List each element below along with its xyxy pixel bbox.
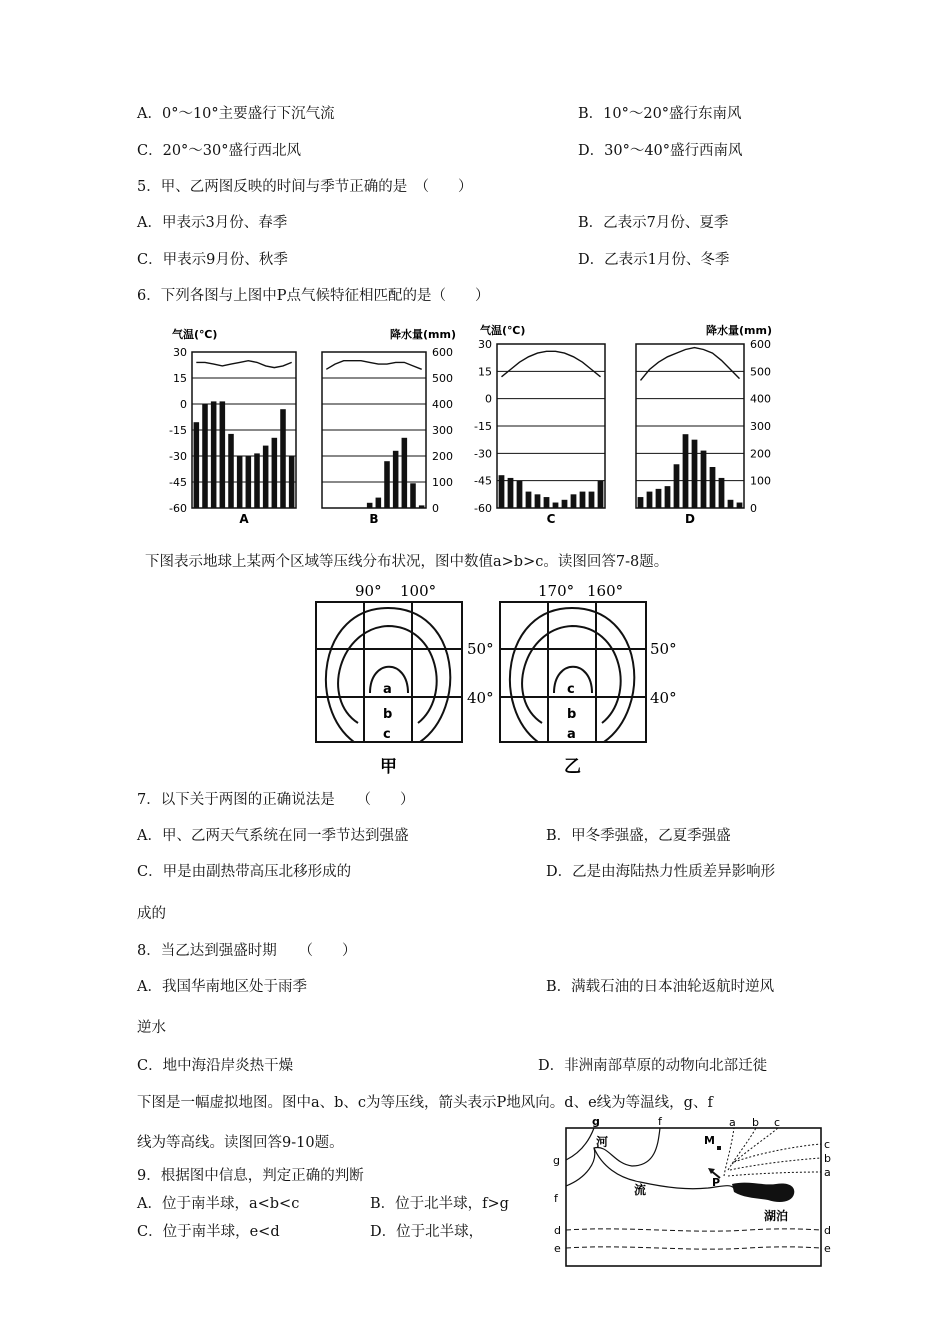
chart-d-bar [656, 489, 662, 508]
yi-lat-bottom: 40° [650, 689, 677, 707]
jia-label-2: b [383, 707, 393, 722]
chart-a-temp-tick: -30 [169, 450, 187, 463]
label-g-top: g [592, 1115, 600, 1128]
chart-c-bar [517, 481, 523, 508]
label-a-right: a [824, 1166, 831, 1179]
chart-b-precip-tick: 500 [432, 372, 453, 385]
q8-option-d: D．非洲南部草原的动物向北部迁徙 [538, 1058, 768, 1074]
chart-c-bar [562, 500, 568, 508]
chart-c-bar [535, 494, 541, 508]
chart-a-title: A [239, 512, 249, 526]
chart-d-bar [674, 464, 680, 508]
chart-d-bar [692, 440, 698, 508]
chart-b-precip-tick: 200 [432, 450, 453, 463]
chart-a-temp-tick: 30 [173, 346, 187, 359]
q9-option-b: B．位于北半球，f>g [370, 1196, 509, 1212]
q4-option-b: B．10°～20°盛行东南风 [578, 106, 742, 122]
q7-option-c: C．甲是由副热带高压北移形成的 [137, 864, 352, 880]
chart-b-precip-tick: 400 [432, 398, 453, 411]
point-m-label: M [704, 1134, 715, 1147]
jia-caption: 甲 [380, 757, 397, 777]
q9-option-d: D．位于北半球， [370, 1224, 484, 1240]
jia-label-3: c [383, 727, 391, 742]
yi-label-1: c [567, 682, 575, 697]
chart-a-bar [272, 438, 278, 508]
jia-lat-bottom: 40° [467, 689, 494, 707]
q8-option-b: B．满载石油的日本油轮返航时逆风 [546, 979, 775, 995]
chart-a-temp-tick: 0 [180, 398, 187, 411]
chart-b-title: B [369, 512, 379, 526]
yi-caption: 乙 [564, 757, 581, 777]
contour-g [566, 1128, 594, 1160]
chart-a-temp-tick: -45 [169, 476, 187, 489]
chart-a-bar [202, 404, 208, 508]
label-e-right: e [824, 1242, 831, 1255]
q7-option-d: D．乙是由海陆热力性质差异影响形 [546, 864, 776, 880]
q5-option-a: A．甲表示3月份、春季 [137, 215, 288, 231]
chart-c-title: C [546, 512, 556, 526]
label-b-right: b [824, 1152, 831, 1165]
chart-c-temp-line [502, 351, 601, 377]
intro-9-10-line1: 下图是一幅虚拟地图。图中a、b、c为等压线，箭头表示P地风向。d、e线为等温线，g、f [137, 1095, 713, 1111]
yi-lon-right: 160° [587, 582, 624, 600]
label-f-left: f [554, 1192, 558, 1205]
chart-b-precip-tick: 300 [432, 424, 453, 437]
isobar-map-yi [500, 582, 677, 777]
chart-a-bar [220, 401, 226, 508]
q7-option-d-cont: 成的 [137, 906, 166, 922]
chart-d-bar [701, 451, 707, 508]
point-m [717, 1146, 721, 1150]
q4-option-c: C．20°～30°盛行西北风 [137, 143, 301, 159]
isobar-b-lower [730, 1158, 821, 1170]
intro-7-8: 下图表示地球上某两个区域等压线分布状况，图中数值a>b>c。读图回答7-8题。 [145, 554, 669, 570]
label-c-top: c [774, 1116, 781, 1129]
precip-axis-label-2: 降水量(mm) [706, 324, 772, 337]
chart-b-bar [384, 461, 390, 508]
lake [732, 1183, 794, 1202]
q9-option-a: A．位于南半球，a<b<c [137, 1196, 300, 1212]
q8-option-c: C．地中海沿岸炎热干燥 [137, 1058, 294, 1074]
chart-a-bar [211, 401, 217, 508]
isobar-a-lower [728, 1172, 821, 1176]
chart-group-left [172, 327, 456, 341]
intro-9-10-line2: 线为等高线。读图回答9-10题。 [137, 1135, 344, 1151]
chart-a-temp-tick: -15 [169, 424, 187, 437]
chart-b-bar [376, 498, 382, 508]
chart-c-bar [526, 492, 532, 508]
chart-a-bar [246, 456, 252, 508]
jia-label-1: a [383, 682, 392, 697]
label-d-left: d [554, 1224, 561, 1237]
chart-b-bar [419, 505, 425, 508]
chart-c-temp-tick: -45 [474, 474, 492, 488]
chart-d-bar [683, 434, 689, 508]
river-label-2: 流 [634, 1183, 647, 1197]
chart-a-temp-tick: -60 [169, 502, 187, 515]
chart-b-bar [402, 438, 408, 508]
chart-d-bar [638, 497, 644, 508]
chart-d-bar [710, 467, 716, 508]
chart-b-precip-tick: 0 [432, 502, 439, 515]
chart-d-bar [719, 478, 725, 508]
label-g-left: g [553, 1154, 560, 1167]
chart-d-bar [737, 503, 743, 508]
label-a-top: a [729, 1116, 736, 1129]
river-label-1: 河 [596, 1135, 609, 1149]
yi-label-3: a [567, 727, 576, 742]
chart-c-bar [553, 503, 559, 508]
q4-option-d: D．30°～40°盛行西南风 [578, 143, 743, 159]
chart-a-bar [237, 456, 243, 508]
jia-lat-top: 50° [467, 640, 494, 658]
chart-c-bar [544, 497, 550, 508]
lake-label: 湖泊 [764, 1209, 789, 1223]
chart-c-temp-tick: -60 [474, 502, 492, 515]
isotherm-d [566, 1229, 821, 1231]
q5-option-c: C．甲表示9月份、秋季 [137, 252, 288, 268]
chart-c-bar [499, 475, 505, 508]
contour-f [566, 1128, 660, 1186]
point-p-label: P [712, 1176, 721, 1189]
jia-lon-right: 100° [400, 582, 437, 600]
precip-axis-label: 降水量(mm) [390, 328, 456, 341]
q7-option-a: A．甲、乙两天气系统在同一季节达到强盛 [137, 828, 409, 844]
chart-b-bar [410, 483, 416, 508]
chart-c-bar [508, 478, 514, 508]
chart-d-temp-line [641, 348, 740, 381]
chart-b-precip-tick: 100 [432, 476, 453, 489]
isobar-map-jia [316, 582, 494, 777]
chart-d-bar [665, 486, 671, 508]
chart-a-bar [254, 453, 260, 508]
q9-option-c: C．位于南半球，e<d [137, 1224, 280, 1240]
temp-axis-label-2: 气温(℃) [480, 324, 526, 337]
label-e-left: e [554, 1242, 561, 1255]
chart-a-bar [194, 422, 200, 508]
q8-option-a: A．我国华南地区处于雨季 [137, 979, 307, 995]
q7-option-b: B．甲冬季强盛，乙夏季强盛 [546, 828, 731, 844]
chart-d-precip-tick: 400 [750, 392, 771, 406]
chart-b-bar [367, 503, 373, 508]
chart-a-bar [280, 409, 286, 508]
chart-group-right [480, 323, 772, 337]
chart-c-bar [580, 492, 586, 508]
chart-c-temp-tick: 15 [478, 365, 492, 379]
q6-stem: 6．下列各图与上图中P点气候特征相匹配的是（ ） [137, 288, 490, 304]
q8-option-b-cont: 逆水 [137, 1020, 166, 1036]
q8-stem: 8．当乙达到强盛时期 （ ） [137, 943, 357, 959]
chart-c-temp-tick: -15 [474, 420, 492, 433]
chart-b-bar [393, 451, 399, 508]
chart-d-precip-tick: 100 [750, 474, 771, 488]
climate-charts [150, 318, 790, 530]
temp-axis-label: 气温(℃) [172, 328, 218, 341]
yi-lon-left: 170° [538, 582, 575, 600]
chart-b-precip-tick: 600 [432, 346, 453, 359]
chart-d-bar [728, 500, 734, 508]
isobar-maps [300, 578, 680, 778]
isobar-c-upper [732, 1128, 778, 1164]
chart-a-bar [289, 456, 295, 508]
q5-stem: 5．甲、乙两图反映的时间与季节正确的是 （ ） [137, 179, 473, 195]
chart-d-precip-tick: 0 [750, 502, 757, 515]
chart-d-precip-tick: 500 [750, 365, 771, 379]
chart-c-temp-tick: -30 [474, 447, 492, 461]
jia-lon-left: 90° [355, 582, 382, 600]
chart-a-temp-line [196, 361, 291, 368]
chart-c-temp-tick: 0 [485, 392, 492, 406]
q7-stem: 7．以下关于两图的正确说法是 （ ） [137, 792, 415, 808]
chart-a-temp-tick: 15 [173, 372, 187, 385]
yi-label-2: b [567, 707, 577, 722]
q9-stem: 9．根据图中信息，判定正确的判断 [137, 1168, 364, 1184]
chart-c-bar [589, 492, 595, 508]
q5-option-d: D．乙表示1月份、冬季 [578, 252, 730, 268]
yi-lat-top: 50° [650, 640, 677, 658]
q4-option-a: A．0°～10°主要盛行下沉气流 [137, 106, 335, 122]
q5-option-b: B．乙表示7月份、夏季 [578, 215, 729, 231]
label-b-top: b [752, 1116, 759, 1129]
chart-a-bar [263, 446, 269, 508]
label-f-top: f [658, 1115, 662, 1128]
virtual-map [548, 1114, 838, 1274]
chart-a-bar [228, 434, 234, 508]
label-c-right: c [824, 1138, 831, 1151]
isotherm-e [566, 1247, 821, 1249]
chart-d-precip-tick: 300 [750, 420, 771, 433]
isobar-c-lower [734, 1144, 821, 1162]
label-d-right: d [824, 1224, 831, 1237]
chart-d-title: D [685, 512, 695, 526]
chart-c-bar [598, 481, 604, 508]
chart-c-bar [571, 494, 577, 508]
chart-d-bar [647, 492, 653, 508]
chart-b-temp-line [326, 361, 421, 370]
chart-c-temp-tick: 30 [478, 338, 492, 351]
chart-d-precip-tick: 200 [750, 447, 771, 461]
chart-d-precip-tick: 600 [750, 338, 771, 351]
